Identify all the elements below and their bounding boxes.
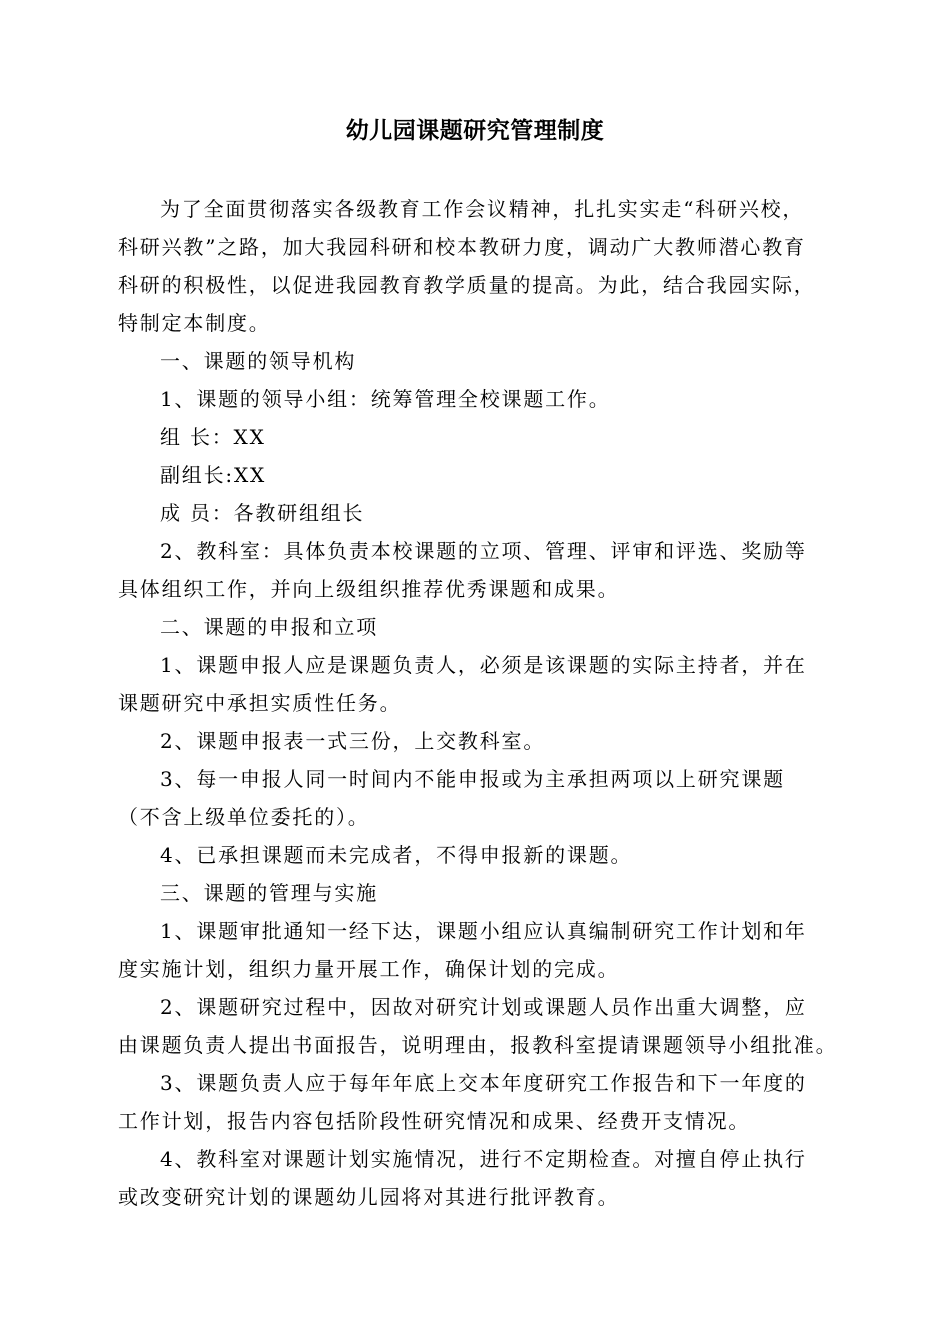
body-line: 3、每一申报人同一时间内不能申报或为主承担两项以上研究课题: [160, 767, 785, 791]
body-line: 4、已承担课题而未完成者，不得申报新的课题。: [160, 843, 633, 867]
document-title: 幼儿园课题研究管理制度: [345, 117, 605, 144]
body-line: 2、教科室：具体负责本校课题的立项、管理、评审和评选、奖励等: [160, 539, 807, 563]
body-line: 1、课题的领导小组：统筹管理全校课题工作。: [160, 387, 611, 411]
document-body: [118, 190, 858, 1216]
body-line: 二、课题的申报和立项: [160, 615, 378, 639]
body-line: 度实施计划，组织力量开展工作，确保计划的完成。: [118, 957, 620, 981]
body-line: 特制定本制度。: [118, 311, 271, 335]
body-line: 2、课题研究过程中，因故对研究计划或课题人员作出重大调整，应: [160, 995, 807, 1019]
body-line: 一、课题的领导机构: [160, 349, 357, 373]
body-line: 成 员：各教研组组长: [160, 501, 365, 525]
body-line: 课题研究中承担实质性任务。: [118, 691, 402, 715]
body-line: 1、课题申报人应是课题负责人，必须是该课题的实际主持者，并在: [160, 653, 807, 677]
body-line: （不含上级单位委托的）。: [118, 805, 370, 829]
body-line: 具体组织工作，并向上级组织推荐优秀课题和成果。: [118, 577, 620, 601]
body-line: 1、课题审批通知一经下达，课题小组应认真编制研究工作计划和年: [160, 919, 807, 943]
body-line: 由课题负责人提出书面报告，说明理由，报教科室提请课题领导小组批准。: [118, 1033, 838, 1057]
body-line: 科研的积极性，以促进我园教育教学质量的提高。为此，结合我园实际，: [118, 273, 816, 297]
body-line: 科研兴教”之路，加大我园科研和校本教研力度，调动广大教师潜心教育: [118, 235, 806, 259]
body-line: 3、课题负责人应于每年年底上交本年度研究工作报告和下一年度的: [160, 1071, 807, 1095]
body-line: 4、教科室对课题计划实施情况，进行不定期检查。对擅自停止执行: [160, 1147, 807, 1171]
body-line: 三、课题的管理与实施: [160, 881, 378, 905]
body-line: 工作计划，报告内容包括阶段性研究情况和成果、经费开支情况。: [118, 1109, 751, 1133]
body-line: 组 长：XX: [160, 425, 266, 449]
body-line: 为了全面贯彻落实各级教育工作会议精神，扎扎实实走“科研兴校，: [160, 197, 805, 221]
body-line: 或改变研究计划的课题幼儿园将对其进行批评教育。: [118, 1185, 620, 1209]
body-line: 2、课题申报表一式三份，上交教科室。: [160, 729, 546, 753]
body-line: 副组长:XX: [160, 463, 267, 487]
